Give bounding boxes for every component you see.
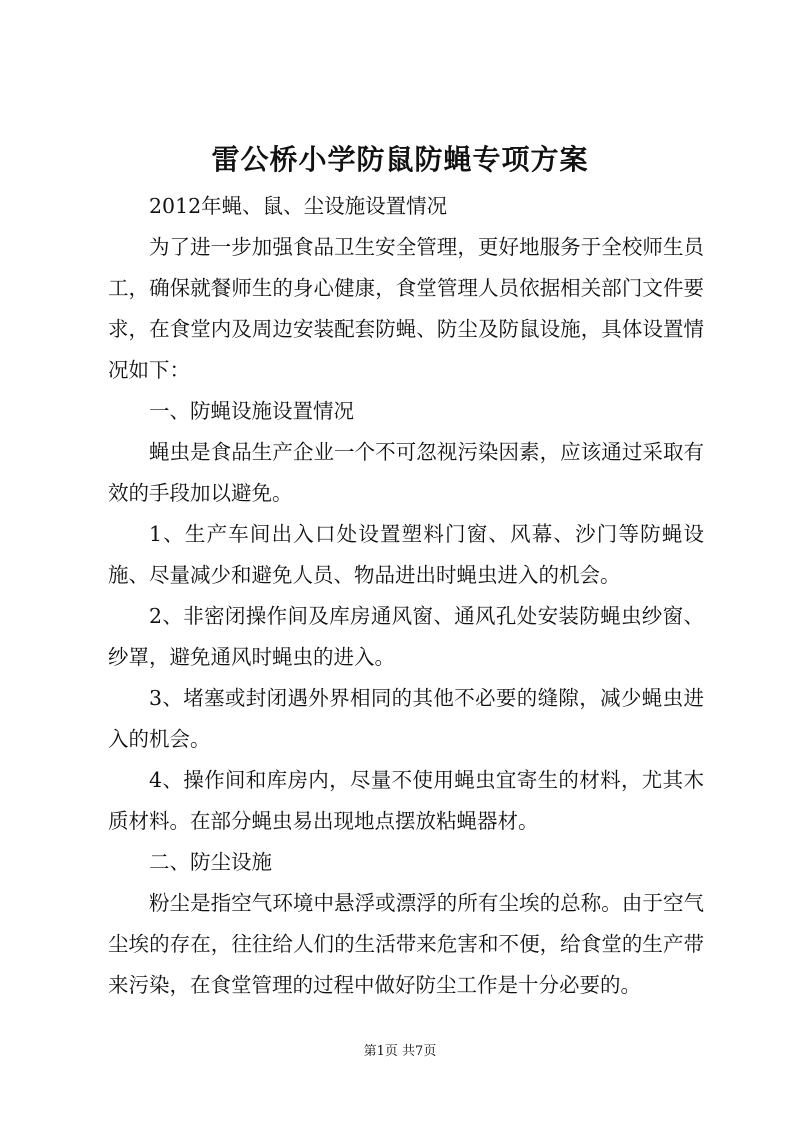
list-item-fly-2: 2、非密闭操作间及库房通风窗、通风孔处安装防蝇虫纱窗、纱罩，避免通风时蝇虫的进入。 [108,604,704,669]
document-body [108,186,704,1006]
list-item-fly-4: 4、操作间和库房内，尽量不使用蝇虫宜寄生的材料，尤其木质材料。在部分蝇虫易出现地点摆放粘蝇器材。 [108,768,704,833]
paragraph-subtitle: 2012年蝇、鼠、尘设施设置情况 [149,194,448,218]
list-item-fly-3: 3、堵塞或封闭遇外界相同的其他不必要的缝隙，减少蝇虫进入的机会。 [108,686,704,751]
page-title: 雷公桥小学防鼠防蝇专项方案 [211,143,589,176]
paragraph-intro: 为了进一步加强食品卫生安全管理，更好地服务于全校师生员工，确保就餐师生的身心健康，食堂管理人员依据相关部门文件要求，在食堂内及周边安装配套防蝇、防尘及防鼠设施，具体设置情况如下： [108,235,704,382]
paragraph-fly-overview: 蝇虫是食品生产企业一个不可忽视污染因素，应该通过采取有效的手段加以避免。 [108,440,704,505]
paragraph-dust-overview: 粉尘是指空气环境中悬浮或漂浮的所有尘埃的总称。由于空气尘埃的存在，往往给人们的生活带来危害和不便，给食堂的生产带来污染，在食堂管理的过程中做好防尘工作是十分必要的。 [108,891,704,997]
list-item-fly-1: 1、生产车间出入口处设置塑料门窗、风幕、沙门等防蝇设施、尽量减少和避免人员、物品进出时蝇虫进入的机会。 [108,522,704,587]
section-heading-dust: 二、防尘设施 [149,850,272,874]
page-number-footer: 第1页 共7页 [363,1044,437,1059]
section-heading-fly: 一、防蝇设施设置情况 [149,399,354,423]
